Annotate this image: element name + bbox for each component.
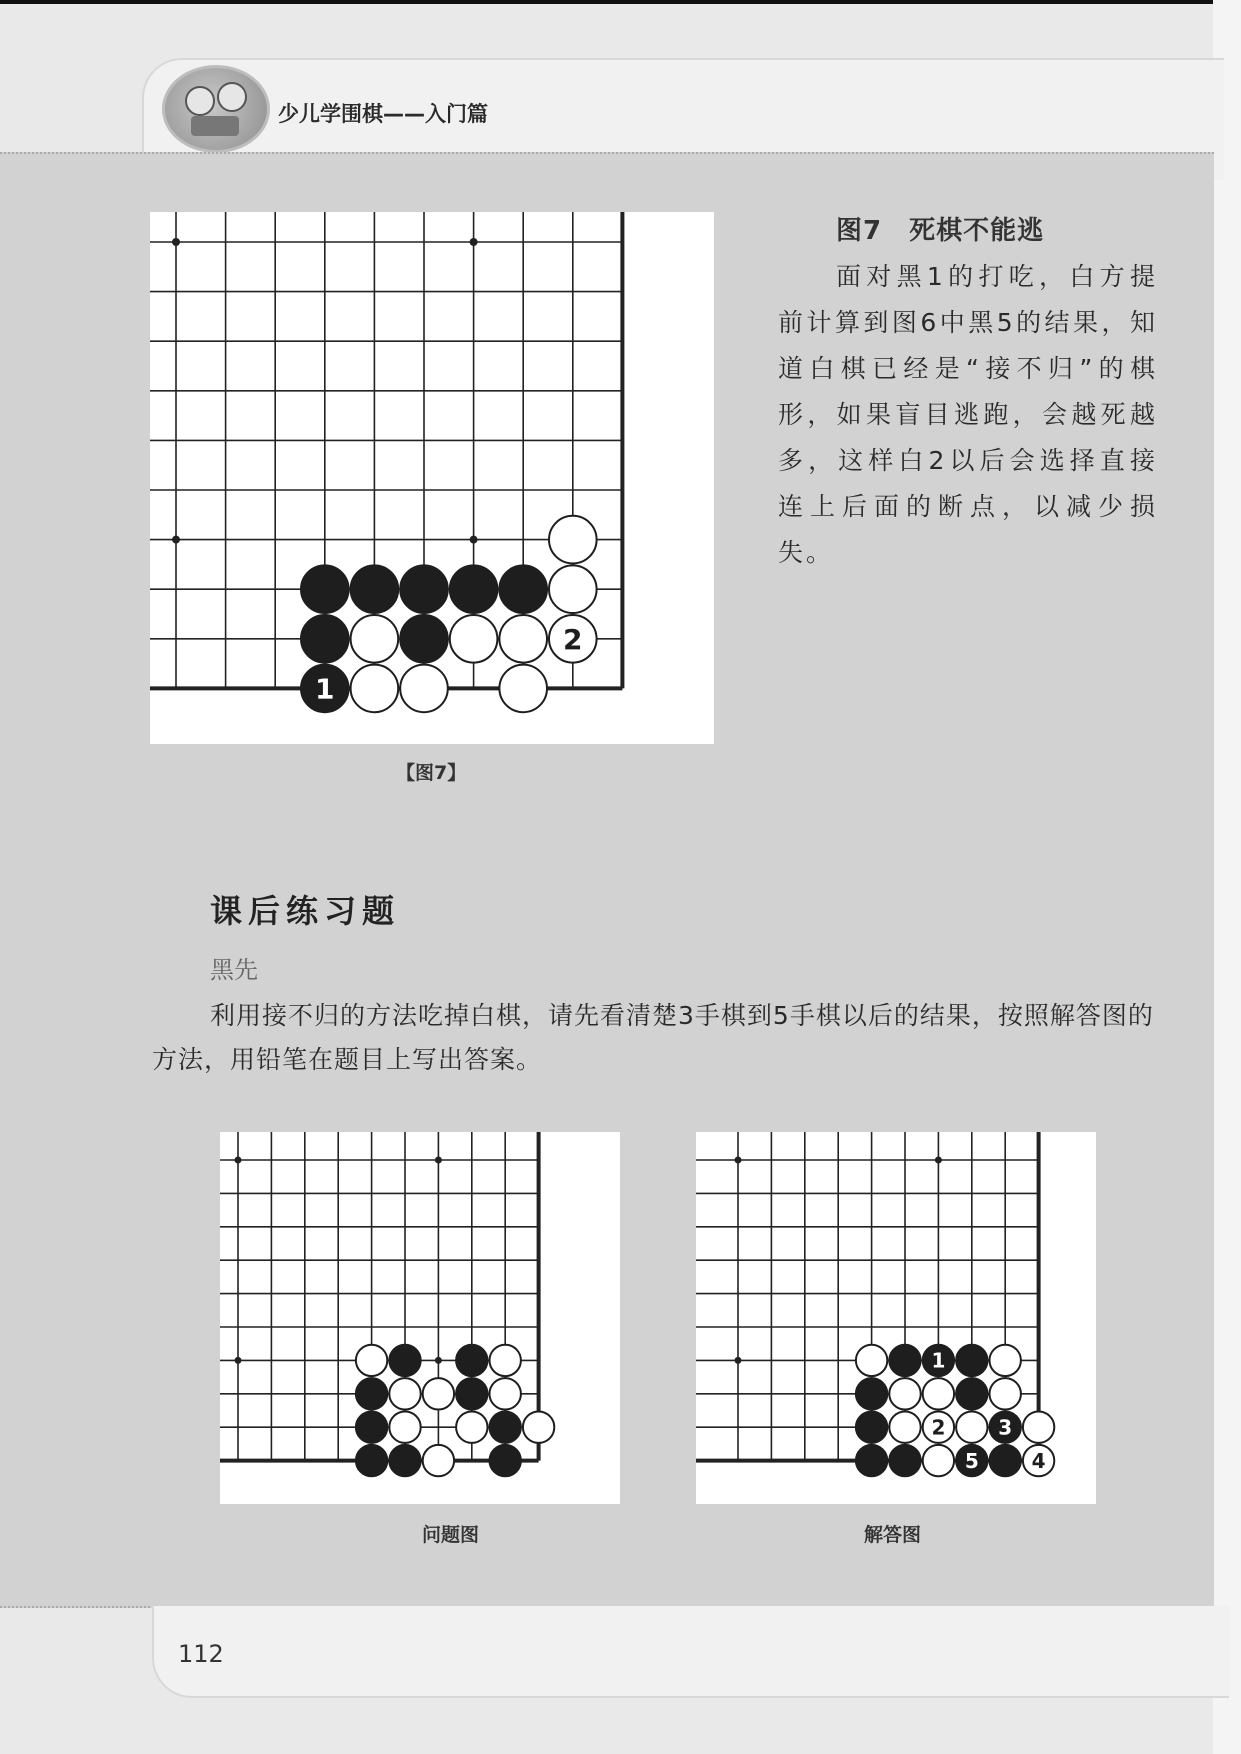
black-stone: [889, 1345, 920, 1376]
white-stone: [400, 665, 448, 713]
black-stone: [456, 1345, 487, 1376]
white-stone: [923, 1378, 954, 1409]
black-stone: [389, 1345, 420, 1376]
white-stone: [490, 1345, 521, 1376]
white-stone: [351, 665, 399, 713]
exercise-instructions: 利用接不归的方法吃掉白棋，请先看清楚3手棋到5手棋以后的结果，按照解答图的方法，用铅笔在题目上写出答案。: [152, 1001, 1154, 1074]
white-stone: [990, 1345, 1021, 1376]
stone-number-label: 1: [931, 1348, 946, 1373]
black-stone: [956, 1345, 987, 1376]
black-stone: [356, 1412, 387, 1443]
problem-board: [220, 1132, 620, 1504]
page-number: 112: [178, 1640, 224, 1668]
white-stone: [351, 615, 399, 663]
black-stone: [956, 1378, 987, 1409]
white-stone: [956, 1412, 987, 1443]
top-border: [0, 0, 1241, 4]
white-stone: [499, 665, 547, 713]
black-stone: [356, 1378, 387, 1409]
book-logo-icon: [162, 65, 270, 153]
star-point: [735, 1157, 742, 1164]
star-point: [435, 1157, 442, 1164]
white-stone: [923, 1445, 954, 1476]
page-edge: [1213, 0, 1241, 1754]
white-stone: [389, 1378, 420, 1409]
star-point: [435, 1357, 442, 1364]
black-stone: [389, 1445, 420, 1476]
white-stone: [549, 565, 597, 613]
black-stone: [301, 565, 349, 613]
black-stone: [490, 1445, 521, 1476]
white-stone: [990, 1378, 1021, 1409]
stone-number-label: 5: [964, 1448, 979, 1473]
black-stone: [400, 615, 448, 663]
exercise-heading: 课后练习题: [210, 892, 401, 930]
white-stone: [456, 1412, 487, 1443]
black-stone: [856, 1412, 887, 1443]
white-stone: [356, 1345, 387, 1376]
white-stone: [490, 1378, 521, 1409]
answer-board: [696, 1132, 1096, 1504]
black-stone: [889, 1445, 920, 1476]
white-stone: [856, 1345, 887, 1376]
page-footer: [152, 1606, 1229, 1698]
figure7-caption: 【图7】: [396, 762, 467, 784]
white-stone: [423, 1445, 454, 1476]
go-board-problem: [220, 1132, 620, 1504]
star-point: [735, 1357, 742, 1364]
exercise-subheading: 黑先: [210, 956, 258, 984]
star-point: [172, 536, 180, 544]
black-stone: [499, 565, 547, 613]
white-stone: [389, 1412, 420, 1443]
star-point: [172, 238, 180, 246]
white-stone: [889, 1378, 920, 1409]
white-stone: [549, 516, 597, 564]
star-point: [470, 536, 478, 544]
problem-caption: 问题图: [422, 1524, 480, 1546]
white-stone: [889, 1412, 920, 1443]
figure7-title: 图7 死棋不能逃: [836, 216, 1045, 246]
white-stone: [1023, 1412, 1054, 1443]
black-stone: [856, 1378, 887, 1409]
white-stone: [450, 615, 498, 663]
stone-number-label: 4: [1031, 1448, 1046, 1473]
stone-number-label: 2: [563, 622, 583, 656]
star-point: [470, 238, 478, 246]
stone-number-label: 3: [998, 1415, 1013, 1440]
white-stone: [499, 615, 547, 663]
black-stone: [456, 1378, 487, 1409]
star-point: [235, 1157, 242, 1164]
stone-number-label: 1: [315, 672, 335, 706]
black-stone: [990, 1445, 1021, 1476]
answer-caption: 解答图: [864, 1524, 922, 1546]
book-title: 少儿学围棋——入门篇: [278, 102, 488, 126]
figure7-description: 面对黑1的打吃，白方提前计算到图6中黑5的结果，知道白棋已经是“接不归”的棋形，如果盲目逃跑，会越死越多，这样白2以后会选择直接连上后面的断点，以减少损失。: [778, 262, 1158, 567]
white-stone: [523, 1412, 554, 1443]
black-stone: [301, 615, 349, 663]
black-stone: [856, 1445, 887, 1476]
white-stone: [423, 1378, 454, 1409]
go-board-figure7: [150, 212, 714, 744]
black-stone: [490, 1412, 521, 1443]
black-stone: [351, 565, 399, 613]
star-point: [235, 1357, 242, 1364]
black-stone: [356, 1445, 387, 1476]
star-point: [935, 1157, 942, 1164]
stone-number-label: 2: [931, 1415, 946, 1440]
figure7-board: [150, 212, 714, 744]
black-stone: [450, 565, 498, 613]
black-stone: [400, 565, 448, 613]
go-board-answer: [696, 1132, 1096, 1504]
